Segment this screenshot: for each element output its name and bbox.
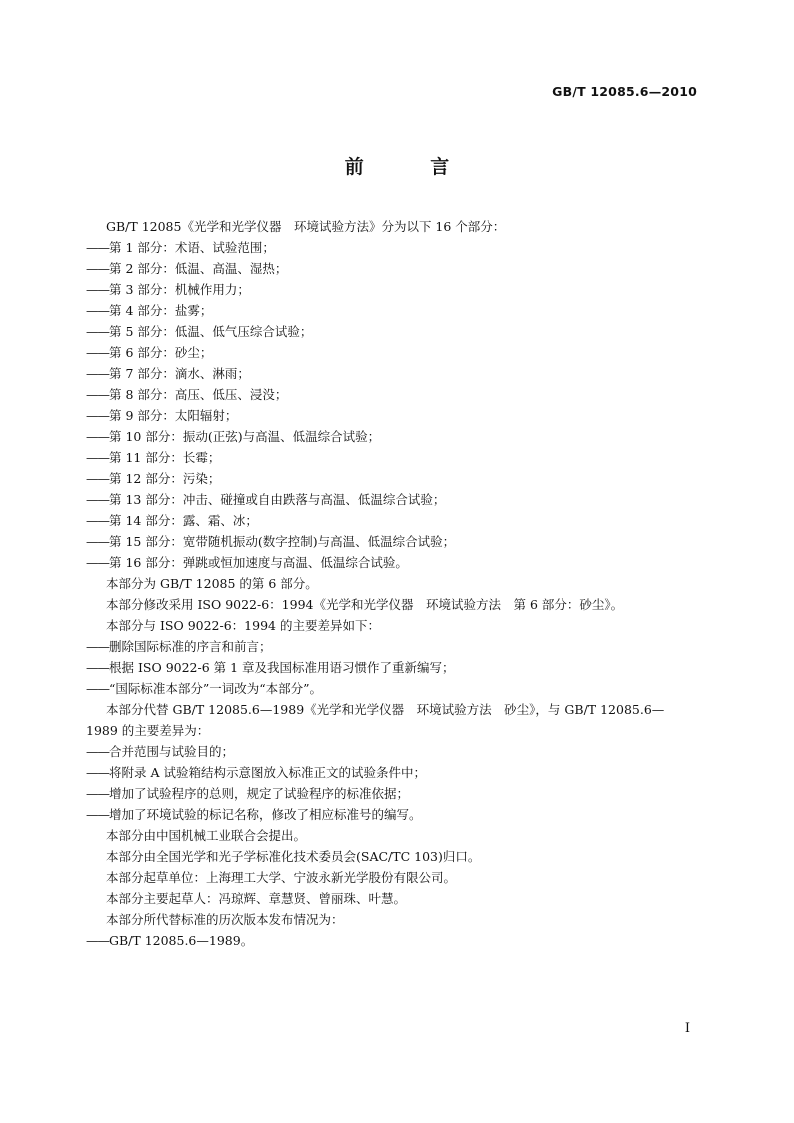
list-item: ——第 7 部分：滴水、淋雨； — [86, 366, 250, 381]
foreword-body — [86, 216, 702, 951]
list-item: ——第 6 部分：砂尘； — [86, 345, 213, 360]
list-item: ——第 1 部分：术语、试验范围； — [86, 240, 275, 255]
list-item: ——第 4 部分：盐雾； — [86, 303, 213, 318]
page-title: 前 言 — [344, 156, 480, 178]
list-item: ——第 3 部分：机械作用力； — [86, 282, 250, 297]
list-item: ——第 11 部分：长霉； — [86, 450, 221, 465]
iso-diff-intro: 本部分与 ISO 9022-6：1994 的主要差异如下： — [106, 618, 380, 633]
list-item: ——“国际标准本部分”一词改为“本部分”。 — [86, 681, 323, 696]
list-item: ——第 8 部分：高压、低压、浸没； — [86, 387, 288, 402]
intro-line: GB/T 12085《光学和光学仪器 环境试验方法》分为以下 16 个部分： — [106, 219, 506, 234]
list-item: ——将附录 A 试验箱结构示意图放入标准正文的试验条件中； — [86, 765, 426, 780]
standard-code: GB/T 12085.6—2010 — [552, 84, 697, 99]
list-item: ——合并范围与试验目的； — [86, 744, 235, 759]
list-item: ——第 5 部分：低温、低气压综合试验； — [86, 324, 313, 339]
list-item: ——GB/T 12085.6—1989。 — [86, 933, 254, 948]
list-item: ——第 9 部分：太阳辐射； — [86, 408, 238, 423]
list-item: ——第 12 部分：污染； — [86, 471, 221, 486]
list-item: ——第 13 部分：冲击、碰撞或自由跌落与高温、低温综合试验； — [86, 492, 446, 507]
centralized-by: 本部分由全国光学和光子学标准化技术委员会(SAC/TC 103)归口。 — [106, 849, 481, 864]
part-statement: 本部分为 GB/T 12085 的第 6 部分。 — [106, 576, 318, 591]
list-item: ——删除国际标准的序言和前言； — [86, 639, 272, 654]
proposed-by: 本部分由中国机械工业联合会提出。 — [106, 828, 307, 843]
drafting-units: 本部分起草单位：上海理工大学、宁波永新光学股份有限公司。 — [106, 870, 457, 885]
list-item: ——第 2 部分：低温、高温、湿热； — [86, 261, 288, 276]
list-item: ——增加了试验程序的总则，规定了试验程序的标准依据； — [86, 786, 410, 801]
replace-statement-line2: 1989 的主要差异为： — [86, 723, 210, 738]
drafters: 本部分主要起草人：冯琼辉、章慧贤、曾丽珠、叶慧。 — [106, 891, 407, 906]
list-item: ——第 16 部分：弹跳或恒加速度与高温、低温综合试验。 — [86, 555, 408, 570]
page-number: I — [684, 1021, 690, 1036]
list-item: ——增加了环境试验的标记名称，修改了相应标准号的编写。 — [86, 807, 422, 822]
replace-statement-line1: 本部分代替 GB/T 12085.6—1989《光学和光学仪器 环境试验方法 砂尘》，与 GB/T 12085.6— — [106, 702, 665, 717]
adoption-statement: 本部分修改采用 ISO 9022-6：1994《光学和光学仪器 环境试验方法 第 6 部分：砂尘》。 — [106, 597, 624, 612]
list-item: ——第 10 部分：振动(正弦)与高温、低温综合试验； — [86, 429, 381, 444]
list-item: ——第 14 部分：露、霜、冰； — [86, 513, 258, 528]
list-item: ——根据 ISO 9022-6 第 1 章及我国标准用语习惯作了重新编写； — [86, 660, 455, 675]
list-item: ——第 15 部分：宽带随机振动(数字控制)与高温、低温综合试验； — [86, 534, 456, 549]
history-intro: 本部分所代替标准的历次版本发布情况为： — [106, 912, 344, 927]
